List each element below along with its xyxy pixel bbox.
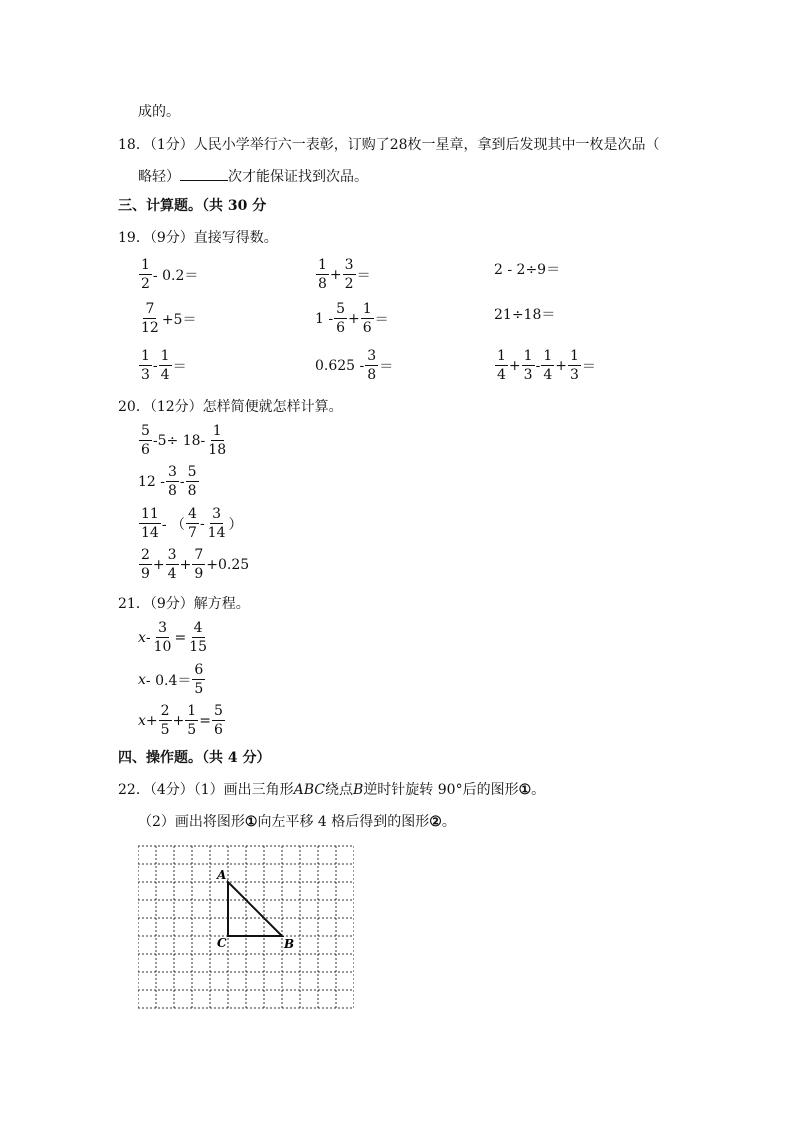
answer-blank[interactable] [180,168,228,181]
fraction: $\frac{5}{6}$ [336,301,346,336]
q20-e1: $\frac{5}{6}$ -5÷ 18- $\frac{1}{18}$ [141,423,227,458]
fraction: $\frac{1}{18}$ [208,423,227,458]
fraction: $\frac{7}{12}$ [141,301,159,336]
fraction: $\frac{3}{4}$ [167,547,177,582]
fraction: $\frac{6}{5}$ [194,662,204,697]
fraction: $\frac{1}{4}$ [543,348,553,383]
fraction: $\frac{2}{5}$ [160,703,170,738]
q19-r2c1: $\frac{7}{12}$ +5＝ [141,301,197,336]
q21-e2: x - 0.4＝ $\frac{6}{5}$ [138,662,204,697]
q19-r1c3: 2 - 2÷9＝ [494,262,561,278]
q17-tail: 成的。 [138,104,180,120]
fraction: $\frac{5}{6}$ [213,703,223,738]
q18-line2-a: 略轻） [138,169,180,185]
label-b: B [284,937,295,951]
fraction: $\frac{7}{9}$ [194,547,204,582]
fraction: $\frac{1}{2}$ [141,257,150,292]
fraction: $\frac{1}{3}$ [141,348,150,383]
fraction: $\frac{3}{2}$ [344,257,354,292]
q20-title: 20．（12分）怎样简便就怎样计算。 [118,399,343,415]
dotted-grid [138,846,354,1008]
label-c: C [217,936,227,950]
fraction: $\frac{3}{8}$ [168,464,177,499]
q19-r3c3: $\frac{1}{4}$ + $\frac{1}{3}$ - $\frac{1}{4}$ + $\frac{1}{3}$ ＝ [497,348,596,383]
q22-line2: （2）画出将图形①向左平移 4 格后得到的图形②。 [138,814,456,830]
q18-line2 [138,168,368,184]
fraction: $\frac{1}{3}$ [523,348,533,383]
q18-line2-b: 次才能保证找到次品。 [228,169,368,185]
fraction: $\frac{1}{3}$ [569,348,579,383]
label-a: A [217,868,227,882]
section-4-heading: 四、操作题。（共 4 分） [118,750,271,766]
fraction: $\frac{5}{8}$ [187,464,197,499]
fraction: $\frac{1}{8}$ [318,257,327,292]
fraction: $\frac{4}{7}$ [188,506,197,541]
fraction: $\frac{3}{10}$ [153,620,172,655]
fraction: $\frac{4}{15}$ [189,620,208,655]
fraction: $\frac{11}{14}$ [141,506,159,541]
fraction: $\frac{1}{4}$ [160,348,170,383]
fraction: $\frac{1}{6}$ [362,301,372,336]
q19-r3c2: 0.625 - $\frac{3}{8}$ ＝ [315,348,394,383]
q19-r3c1: $\frac{1}{3}$ - $\frac{1}{4}$ ＝ [141,348,187,383]
q21-title: 21．（9分）解方程。 [118,596,250,612]
fraction: $\frac{2}{9}$ [141,547,150,582]
grid-figure [138,845,354,1009]
fraction: $\frac{5}{6}$ [141,423,150,458]
q21-e1: x - $\frac{3}{10}$ = $\frac{4}{15}$ [138,620,208,655]
q19-r1c1: $\frac{1}{2}$ - 0.2＝ [141,257,199,292]
section-3-heading: 三、计算题。（共 30 分 [118,198,267,214]
triangle-abc [228,882,282,936]
q19-r2c2: 1 - $\frac{5}{6}$ + $\frac{1}{6}$ ＝ [315,301,389,336]
q20-e3: $\frac{11}{14}$ - （ $\frac{4}{7}$ - $\frac{3}{14}$ ） [141,506,243,541]
q19-r2c3: 21÷18＝ [494,307,556,323]
q19-title: 19．（9分）直接写得数。 [118,230,278,246]
fraction: $\frac{3}{14}$ [207,506,226,541]
fraction: $\frac{3}{8}$ [367,348,377,383]
fraction: $\frac{1}{5}$ [187,703,197,738]
q18-line1: 18．（1分）人民小学举行六一表彰，订购了28枚一星章，拿到后发现其中一枚是次品（ [118,137,660,153]
q22-line1: 22．（4分）（1）画出三角形ABC绕点B逆时针旋转 90°后的图形①。 [118,782,546,798]
fraction: $\frac{1}{4}$ [497,348,506,383]
q20-e4: $\frac{2}{9}$ + $\frac{3}{4}$ + $\frac{7}{9}$ +0.25 [141,547,250,582]
q19-r1c2: $\frac{1}{8}$ + $\frac{3}{2}$ ＝ [318,257,371,292]
q21-e3: x + $\frac{2}{5}$ + $\frac{1}{5}$ = $\frac{5}{6}$ [138,703,223,738]
q20-e2: 12 - $\frac{3}{8}$ - $\frac{5}{8}$ [138,464,197,499]
